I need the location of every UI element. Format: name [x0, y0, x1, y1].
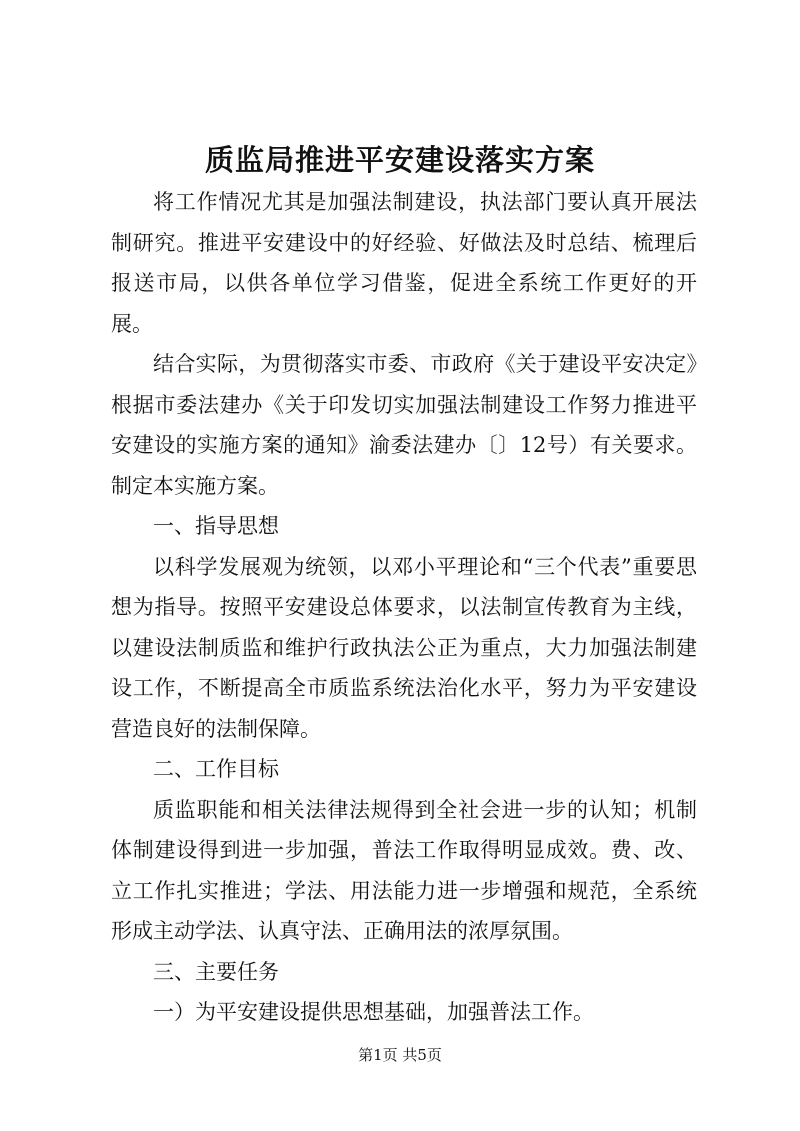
paragraph-guiding-ideology: 以科学发展观为统领，以邓小平理论和“三个代表”重要思想为指导。按照平安建设总体要求，以法制宣传教育为主线，以建设法制质监和维护行政执法公正为重点，大力加强法制建设工作，不断提高全市质监系统法治化水平，努力为平安建设营造良好的法制保障。: [111, 554, 697, 741]
paragraph-work-goals: 质监职能和相关法律法规得到全社会进一步的认知；机制体制建设得到进一步加强，普法工作取得明显成效。费、改、立工作扎实推进；学法、用法能力进一步增强和规范，全系统形成主动学法、认真守法、正确用法的浓厚氛围。: [111, 797, 697, 943]
section-heading-main-tasks: 三、主要任务: [153, 959, 279, 984]
page-number-footer: 第1页 共5页: [358, 1046, 442, 1064]
section-heading-guiding-ideology: 一、指导思想: [153, 514, 279, 538]
document-title: 质监局推进平安建设落实方案: [204, 143, 595, 177]
paragraph-task-one: 一）为平安建设提供思想基础，加强普法工作。: [153, 1000, 594, 1024]
section-heading-work-goals: 二、工作目标: [153, 757, 279, 781]
paragraph-intro: 将工作情况尤其是加强法制建设，执法部门要认真开展法制研究。推进平安建设中的好经验、好做法及时总结、梳理后报送市局，以供各单位学习借鉴，促进全系统工作更好的开展。: [111, 190, 697, 336]
paragraph-basis: 结合实际，为贯彻落实市委、市政府《关于建设平安决定》根据市委法建办《关于印发切实加强法制建设工作努力推进平安建设的实施方案的通知》渝委法建办〔〕12号）有关要求。制定本实施方案。: [111, 352, 697, 498]
document-body: [111, 182, 697, 1033]
